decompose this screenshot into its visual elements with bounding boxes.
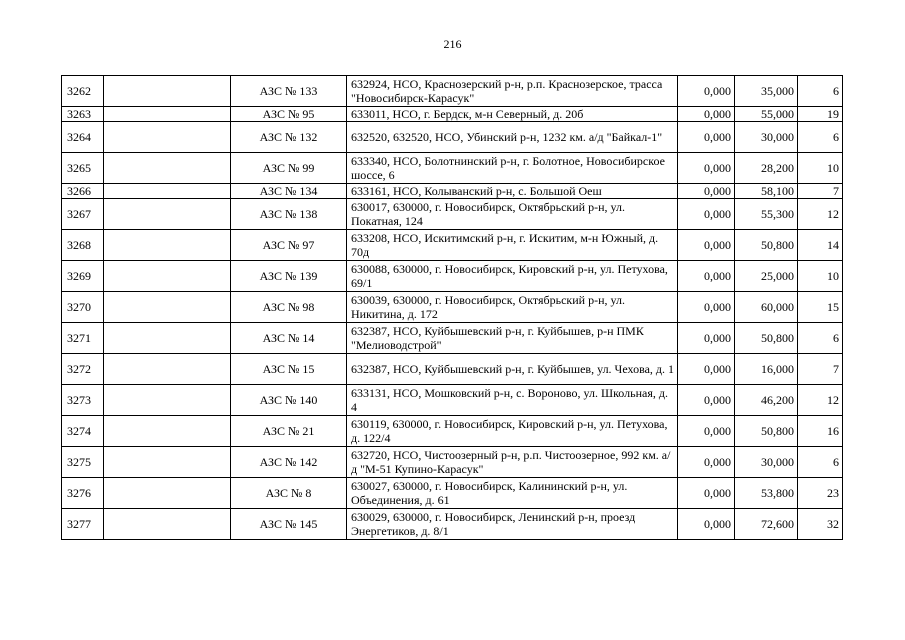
station-name-cell: АЗС № 132 bbox=[231, 122, 347, 153]
table-row bbox=[62, 76, 843, 107]
value-3-cell: 19 bbox=[798, 107, 843, 122]
value-3-cell: 12 bbox=[798, 199, 843, 230]
blank-cell bbox=[104, 478, 231, 509]
blank-cell bbox=[104, 153, 231, 184]
value-3-cell: 6 bbox=[798, 323, 843, 354]
row-number-cell: 3275 bbox=[62, 447, 104, 478]
address-cell: 633340, НСО, Болотнинский р-н, г. Болотное, Новосибирское шоссе, 6 bbox=[347, 153, 678, 184]
table-row bbox=[62, 153, 843, 184]
address-cell: 630017, 630000, г. Новосибирск, Октябрьский р-н, ул. Покатная, 124 bbox=[347, 199, 678, 230]
table-row bbox=[62, 385, 843, 416]
value-1-cell: 0,000 bbox=[678, 385, 735, 416]
blank-cell bbox=[104, 199, 231, 230]
address-cell: 633208, НСО, Искитимский р-н, г. Искитим, м-н Южный, д. 70д bbox=[347, 230, 678, 261]
value-1-cell: 0,000 bbox=[678, 323, 735, 354]
value-2-cell: 72,600 bbox=[735, 509, 798, 540]
value-3-cell: 32 bbox=[798, 509, 843, 540]
address-cell: 632387, НСО, Куйбышевский р-н, г. Куйбышев, ул. Чехова, д. 1 bbox=[347, 354, 678, 385]
value-2-cell: 55,000 bbox=[735, 107, 798, 122]
registry-table bbox=[61, 75, 843, 540]
station-name-cell: АЗС № 8 bbox=[231, 478, 347, 509]
station-name-cell: АЗС № 139 bbox=[231, 261, 347, 292]
value-3-cell: 7 bbox=[798, 354, 843, 385]
value-1-cell: 0,000 bbox=[678, 199, 735, 230]
value-2-cell: 60,000 bbox=[735, 292, 798, 323]
blank-cell bbox=[104, 509, 231, 540]
blank-cell bbox=[104, 184, 231, 199]
value-3-cell: 10 bbox=[798, 153, 843, 184]
value-3-cell: 14 bbox=[798, 230, 843, 261]
station-name-cell: АЗС № 95 bbox=[231, 107, 347, 122]
value-2-cell: 55,300 bbox=[735, 199, 798, 230]
address-cell: 632720, НСО, Чистоозерный р-н, р.п. Чистоозерное, 992 км. а/д "М-51 Купино-Карасук" bbox=[347, 447, 678, 478]
address-cell: 632387, НСО, Куйбышевский р-н, г. Куйбышев, р-н ПМК "Мелиоводстрой" bbox=[347, 323, 678, 354]
value-1-cell: 0,000 bbox=[678, 122, 735, 153]
blank-cell bbox=[104, 292, 231, 323]
table-row bbox=[62, 230, 843, 261]
blank-cell bbox=[104, 385, 231, 416]
address-cell: 632924, НСО, Краснозерский р-н, р.п. Краснозерское, трасса "Новосибирск-Карасук" bbox=[347, 76, 678, 107]
value-2-cell: 25,000 bbox=[735, 261, 798, 292]
row-number-cell: 3277 bbox=[62, 509, 104, 540]
address-cell: 630088, 630000, г. Новосибирск, Кировский р-н, ул. Петухова, 69/1 bbox=[347, 261, 678, 292]
value-1-cell: 0,000 bbox=[678, 107, 735, 122]
table-row bbox=[62, 447, 843, 478]
value-3-cell: 6 bbox=[798, 447, 843, 478]
row-number-cell: 3276 bbox=[62, 478, 104, 509]
row-number-cell: 3270 bbox=[62, 292, 104, 323]
value-3-cell: 23 bbox=[798, 478, 843, 509]
value-3-cell: 12 bbox=[798, 385, 843, 416]
value-3-cell: 16 bbox=[798, 416, 843, 447]
station-name-cell: АЗС № 138 bbox=[231, 199, 347, 230]
table-row bbox=[62, 323, 843, 354]
row-number-cell: 3263 bbox=[62, 107, 104, 122]
row-number-cell: 3273 bbox=[62, 385, 104, 416]
value-1-cell: 0,000 bbox=[678, 292, 735, 323]
blank-cell bbox=[104, 416, 231, 447]
value-3-cell: 15 bbox=[798, 292, 843, 323]
value-2-cell: 35,000 bbox=[735, 76, 798, 107]
table-row bbox=[62, 199, 843, 230]
address-cell: 630039, 630000, г. Новосибирск, Октябрьский р-н, ул. Никитина, д. 172 bbox=[347, 292, 678, 323]
row-number-cell: 3265 bbox=[62, 153, 104, 184]
station-name-cell: АЗС № 134 bbox=[231, 184, 347, 199]
value-2-cell: 50,800 bbox=[735, 416, 798, 447]
blank-cell bbox=[104, 107, 231, 122]
station-name-cell: АЗС № 21 bbox=[231, 416, 347, 447]
value-3-cell: 6 bbox=[798, 122, 843, 153]
address-cell: 630027, 630000, г. Новосибирск, Калининский р-н, ул. Объединения, д. 61 bbox=[347, 478, 678, 509]
value-2-cell: 46,200 bbox=[735, 385, 798, 416]
station-name-cell: АЗС № 145 bbox=[231, 509, 347, 540]
value-3-cell: 7 bbox=[798, 184, 843, 199]
address-cell: 633161, НСО, Колыванский р-н, с. Большой Оеш bbox=[347, 184, 678, 199]
blank-cell bbox=[104, 122, 231, 153]
address-cell: 633011, НСО, г. Бердск, м-н Северный, д. 20б bbox=[347, 107, 678, 122]
station-name-cell: АЗС № 140 bbox=[231, 385, 347, 416]
value-1-cell: 0,000 bbox=[678, 230, 735, 261]
row-number-cell: 3272 bbox=[62, 354, 104, 385]
value-1-cell: 0,000 bbox=[678, 509, 735, 540]
table-row bbox=[62, 292, 843, 323]
blank-cell bbox=[104, 76, 231, 107]
row-number-cell: 3274 bbox=[62, 416, 104, 447]
blank-cell bbox=[104, 230, 231, 261]
value-1-cell: 0,000 bbox=[678, 153, 735, 184]
value-3-cell: 6 bbox=[798, 76, 843, 107]
value-1-cell: 0,000 bbox=[678, 447, 735, 478]
row-number-cell: 3267 bbox=[62, 199, 104, 230]
value-3-cell: 10 bbox=[798, 261, 843, 292]
address-cell: 632520, 632520, НСО, Убинский р-н, 1232 км. а/д "Байкал-1" bbox=[347, 122, 678, 153]
table-row bbox=[62, 184, 843, 199]
blank-cell bbox=[104, 354, 231, 385]
row-number-cell: 3266 bbox=[62, 184, 104, 199]
value-2-cell: 16,000 bbox=[735, 354, 798, 385]
table-row bbox=[62, 261, 843, 292]
value-1-cell: 0,000 bbox=[678, 416, 735, 447]
row-number-cell: 3269 bbox=[62, 261, 104, 292]
table-row bbox=[62, 416, 843, 447]
value-1-cell: 0,000 bbox=[678, 184, 735, 199]
row-number-cell: 3271 bbox=[62, 323, 104, 354]
value-2-cell: 53,800 bbox=[735, 478, 798, 509]
station-name-cell: АЗС № 142 bbox=[231, 447, 347, 478]
value-2-cell: 50,800 bbox=[735, 230, 798, 261]
blank-cell bbox=[104, 447, 231, 478]
blank-cell bbox=[104, 261, 231, 292]
row-number-cell: 3262 bbox=[62, 76, 104, 107]
address-cell: 630119, 630000, г. Новосибирск, Кировский р-н, ул. Петухова, д. 122/4 bbox=[347, 416, 678, 447]
value-2-cell: 50,800 bbox=[735, 323, 798, 354]
station-name-cell: АЗС № 15 bbox=[231, 354, 347, 385]
row-number-cell: 3264 bbox=[62, 122, 104, 153]
table-row bbox=[62, 122, 843, 153]
address-cell: 630029, 630000, г. Новосибирск, Ленинский р-н, проезд Энергетиков, д. 8/1 bbox=[347, 509, 678, 540]
value-1-cell: 0,000 bbox=[678, 354, 735, 385]
station-name-cell: АЗС № 97 bbox=[231, 230, 347, 261]
station-name-cell: АЗС № 98 bbox=[231, 292, 347, 323]
address-cell: 633131, НСО, Мошковский р-н, с. Вороново, ул. Школьная, д. 4 bbox=[347, 385, 678, 416]
value-2-cell: 30,000 bbox=[735, 447, 798, 478]
table-row bbox=[62, 509, 843, 540]
page-number: 216 bbox=[443, 37, 462, 51]
table-body bbox=[62, 76, 843, 540]
station-name-cell: АЗС № 133 bbox=[231, 76, 347, 107]
value-2-cell: 28,200 bbox=[735, 153, 798, 184]
value-1-cell: 0,000 bbox=[678, 261, 735, 292]
value-2-cell: 30,000 bbox=[735, 122, 798, 153]
table-row bbox=[62, 107, 843, 122]
value-1-cell: 0,000 bbox=[678, 478, 735, 509]
blank-cell bbox=[104, 323, 231, 354]
value-1-cell: 0,000 bbox=[678, 76, 735, 107]
station-name-cell: АЗС № 14 bbox=[231, 323, 347, 354]
station-name-cell: АЗС № 99 bbox=[231, 153, 347, 184]
table-row bbox=[62, 354, 843, 385]
row-number-cell: 3268 bbox=[62, 230, 104, 261]
value-2-cell: 58,100 bbox=[735, 184, 798, 199]
table-row bbox=[62, 478, 843, 509]
